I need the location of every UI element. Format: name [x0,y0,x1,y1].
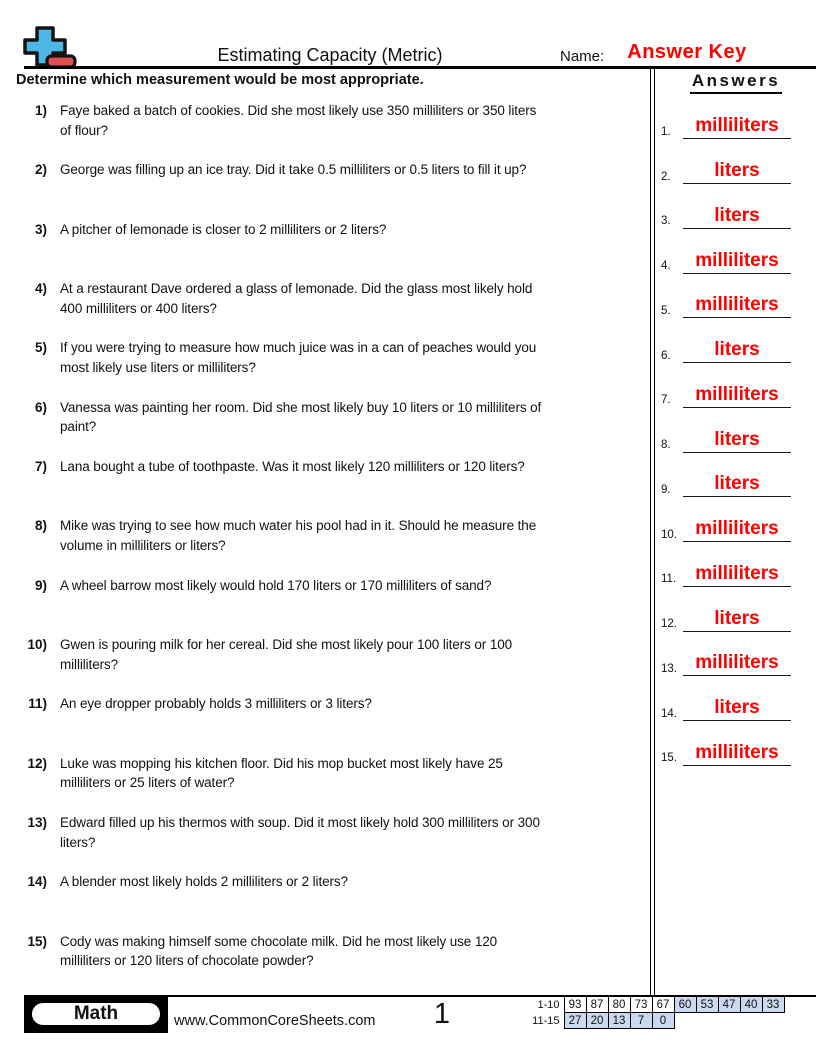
answer-value: milliliters [695,294,779,316]
score-cell: 7 [630,1013,652,1029]
answer-row [660,413,810,458]
question-item [16,220,648,279]
answer-list [660,100,810,771]
instruction-text: Determine which measurement would be most appropriate. [16,72,424,88]
score-table [528,996,785,1029]
answer-number: 3. [661,215,671,228]
answer-value: liters [714,204,760,226]
question-number: 4) [34,281,47,297]
question-number: 5) [34,340,47,356]
answer-number: 13. [661,662,677,675]
answer-value: milliliters [695,741,779,763]
question-text: An eye dropper probably holds 3 milliliters or 3 liters? [60,696,372,712]
page-title: Estimating Capacity (Metric) [217,45,443,65]
question-text: Cody was making himself some chocolate milk. Did he most likely use 120 milliliters or 120 liters of chocolate powder? [60,933,498,969]
question-item [16,813,648,872]
website-text: www.CommonCoreSheets.com [174,1013,376,1029]
answer-value: milliliters [695,518,779,540]
answer-blank [683,340,791,363]
answer-row [660,637,810,682]
question-text: Vanessa was painting her room. Did she most likely buy 10 liters or 10 milliliters of paint? [60,399,542,435]
question-item [16,398,648,457]
answer-row [660,592,810,637]
score-cell: 67 [652,997,674,1013]
question-text: A pitcher of lemonade is closer to 2 milliliters or 2 liters? [60,221,387,237]
score-cell: 0 [652,1013,674,1029]
question-item [16,754,648,813]
question-item [16,279,648,338]
question-item [16,457,648,516]
question-text: George was filling up an ice tray. Did it take 0.5 milliliters or 0.5 liters to fill it up? [60,162,527,178]
answer-value: milliliters [695,115,779,137]
question-text: At a restaurant Dave ordered a glass of lemonade. Did the glass most likely hold 400 milliliters or 400 liters? [60,281,533,316]
answer-row [660,727,810,772]
answer-number: 8. [661,439,671,452]
score-cell: 87 [586,997,608,1013]
answer-blank [683,295,791,318]
answer-blank [683,385,791,408]
answer-row [660,324,810,369]
question-number: 8) [34,518,47,534]
question-text: Mike was trying to see how much water his pool had in it. Should he measure the volume in milliliters or liters? [60,518,537,553]
question-text: A blender most likely holds 2 milliliters or 2 liters? [60,874,348,890]
score-row-label: 1-10 [537,998,560,1011]
answer-blank [683,519,791,542]
answer-value: milliliters [695,562,779,584]
question-text: Lana bought a tube of toothpaste. Was it most likely 120 milliliters or 120 liters? [60,459,525,475]
answer-blank [683,474,791,497]
answer-blank [683,743,791,766]
question-list [16,101,648,991]
name-label: Name: [560,48,605,65]
column-divider [650,68,655,996]
subject-label: Math [30,1001,162,1027]
score-row-1 [528,997,784,1013]
score-cell: 20 [586,1013,608,1029]
page-number: 1 [433,998,451,1030]
answers-header [661,71,811,94]
answer-row [660,369,810,414]
question-item [16,338,648,397]
answer-number: 10. [661,528,677,541]
answer-number: 15. [661,752,677,765]
question-number: 12) [27,755,47,771]
answer-row [660,458,810,503]
answer-blank [683,430,791,453]
answer-value: liters [714,339,760,361]
question-number: 13) [27,815,47,831]
answer-number: 2. [661,170,671,183]
score-cell: 40 [740,997,762,1013]
question-text: Edward filled up his thermos with soup. Did it most likely hold 300 milliliters or 300 liters? [60,815,540,850]
question-item [16,694,648,753]
question-number: 3) [34,221,47,237]
question-number: 11) [28,696,47,712]
answer-blank [683,564,791,587]
answer-value: liters [714,697,760,719]
score-cell: 47 [718,997,740,1013]
question-number: 6) [34,399,47,415]
question-item [16,576,648,635]
answer-row [660,145,810,190]
question-item [16,635,648,694]
question-number: 14) [27,874,47,890]
answer-number: 4. [661,260,671,273]
score-cell: 33 [762,997,784,1013]
question-item [16,160,648,219]
answer-blank [683,116,791,139]
question-text: A wheel barrow most likely would hold 170 liters or 170 milliliters of sand? [60,577,492,593]
answer-number: 14. [661,707,677,720]
question-number: 9) [34,577,47,593]
question-number: 1) [34,103,47,118]
question-item [16,872,648,931]
answer-row [660,279,810,324]
header-rule [24,66,816,69]
score-cell: 93 [564,997,586,1013]
score-cell: 60 [674,997,696,1013]
question-text: If you were trying to measure how much juice was in a can of peaches would you most likely use liters or milliliters? [60,340,537,375]
score-row-2 [528,1013,784,1029]
question-text: Gwen is pouring milk for her cereal. Did she most likely pour 100 liters or 100 milliliters? [60,637,513,672]
answer-key-text: Answer Key [627,41,747,63]
answer-value: milliliters [695,249,779,271]
answer-value: liters [714,428,760,450]
subject-badge [24,995,168,1033]
score-cell: 80 [608,997,630,1013]
answer-number: 1. [661,125,671,138]
question-item [16,516,648,575]
score-row-label: 11-15 [532,1014,560,1027]
answer-number: 9. [661,483,671,496]
answer-value: liters [714,607,760,629]
answer-number: 11. [661,573,677,586]
score-cell: 53 [696,997,718,1013]
question-item [16,932,648,991]
question-number: 2) [34,162,47,178]
score-cell: 73 [630,997,652,1013]
question-number: 10) [27,637,47,653]
answer-row [660,100,810,145]
answer-row [660,503,810,548]
answer-row [660,190,810,235]
answer-value: liters [714,473,760,495]
question-item [16,101,648,160]
answer-blank [683,698,791,721]
answer-number: 12. [661,618,677,631]
answer-number: 6. [661,349,671,362]
answer-blank [683,161,791,184]
answer-blank [683,609,791,632]
answer-row [660,234,810,279]
answer-blank [683,653,791,676]
answer-number: 5. [661,304,671,317]
answer-blank [683,251,791,274]
answer-value: milliliters [695,652,779,674]
answer-number: 7. [661,394,671,407]
answers-title: Answers [690,71,782,94]
answer-row [660,548,810,593]
question-number: 7) [34,459,47,475]
answer-value: liters [714,160,760,182]
answer-row [660,682,810,727]
answer-value: milliliters [695,383,779,405]
question-text: Luke was mopping his kitchen floor. Did his mop bucket most likely have 25 milliliters or 25 liters of water? [60,755,503,791]
question-number: 15) [27,933,47,949]
score-cell: 13 [608,1013,630,1029]
score-cell: 27 [564,1013,586,1029]
question-text: Faye baked a batch of cookies. Did she most likely use 350 milliliters or 350 liters of flour? [60,103,537,138]
answer-blank [683,206,791,229]
